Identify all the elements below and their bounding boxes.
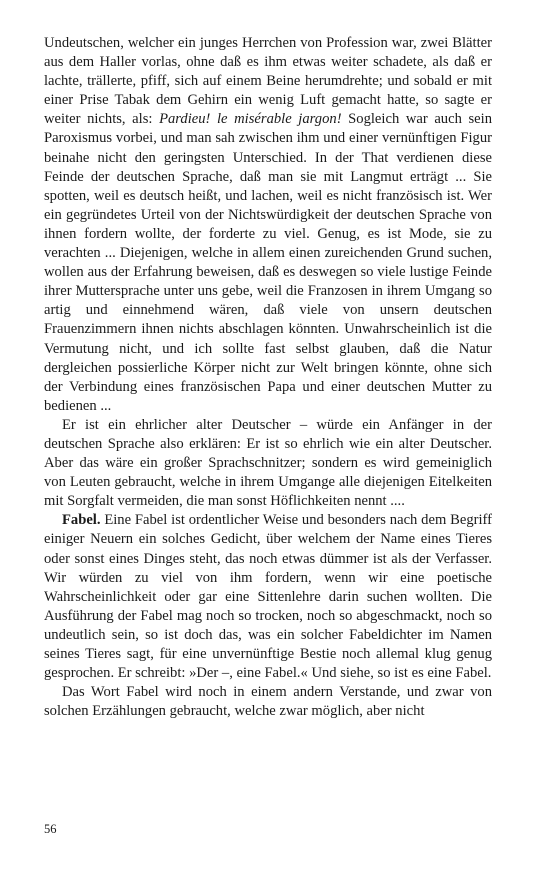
paragraph-3-text: Eine Fabel ist ordentlicher Weise und besonders nach dem Begriff einiger Neuern ein solches Gedicht, über welchem der Name eines Tieres oder sonst eines Dinges steht, das noch etwas dümmer ist als der Verfasser. Wir würden zu viel von ihm fordern, wenn wir eine poetische Wahrscheinlichkeit oder gar eine Sittenlehre darin suchen wollten. Die Ausführung der Fabel mag noch so trocken, noch so abgeschmackt, noch so undeutlich sein, so ist doch das, was ein solcher Fabeldichter im Namen seines Tieres sagt, für eine unvernünftige Bestie noch allemal klug genug gesprochen. Er schreibt: »Der –, eine Fabel.« Und siehe, so ist es eine Fabel. bbox=[44, 512, 492, 682]
paragraph-2 bbox=[44, 416, 492, 511]
paragraph-4-text: Das Wort Fabel wird noch in einem andern Verstande, und zwar von solchen Erzählungen gebraucht, welche zwar möglich, aber nicht bbox=[44, 684, 492, 720]
paragraph-1-text-start: Undeutschen, welcher ein junges Herrchen von Profession war, zwei Blätter aus dem Haller vorlas, ohne daß es ihm etwas weiter schadete, als daß er lachte, trällerte, pfiff, sich auf einem Beine herumdrehte; und sobald er mit einer Prise Tabak dem Gehirn ein wenig Luft gemacht hatte, so sagte er weiter nichts, als: bbox=[44, 35, 492, 128]
page-body bbox=[44, 34, 492, 721]
page-number: 56 bbox=[44, 822, 57, 836]
paragraph-1-italic-quote: Pardieu! le misérable jargon! bbox=[159, 111, 342, 128]
paragraph-3-lemma: Fabel. bbox=[62, 512, 101, 529]
paragraph-1 bbox=[44, 34, 492, 416]
paragraph-1-text-end: Sogleich war auch sein Paroxismus vorbei, und man sah zwischen ihm und einer vernünftigen Figur beinahe nicht den geringsten Unterschied. In der That verdienen diese Feinde der deutschen Sprache, daß man sie mit Langmut erträgt ... Sie spotten, weil es deutsch heißt, und lachen, weil es nicht französisch ist. Wer ein gegründetes Urteil von der Nichtswürdigkeit der deutschen Sprache von ihnen fordern wollte, der forderte zu viel. Genug, es ist Mode, sie zu verachten ... Diejenigen, welche in allem einen zureichenden Grund suchen, wollen aus der Erfahrung beweisen, daß es deswegen so viele lustige Feinde ihrer Muttersprache unter uns gebe, weil die Franzosen in ihrem Umgang so artig und einnehmend wären, daß viele von unsern deutschen Frauenzimmern ihnen nichts abschlagen könnten. Unwahrscheinlich ist die Vermutung nicht, und ich sollte fast selbst glauben, daß die Natur dergleichen possierliche Körper nicht zur Welt bringen könnte, ohne sich der Verbindung eines französischen Papa und einer deutschen Mutter zu bedienen ... bbox=[44, 111, 492, 414]
paragraph-2-text: Er ist ein ehrlicher alter Deutscher – würde ein Anfänger in der deutschen Sprache also erklären: Er ist so ehrlich wie ein alter Deutscher. Aber das wäre ein großer Sprachschnitzer; sondern es wird gemeiniglich von Leuten gebraucht, welche in ihrem Umgange alle diejenigen Eitelkeiten mit Sorgfalt vermeiden, die man sonst Höflichkeiten nennt .... bbox=[44, 416, 492, 510]
paragraph-4 bbox=[44, 683, 492, 721]
paragraph-3 bbox=[44, 511, 492, 683]
